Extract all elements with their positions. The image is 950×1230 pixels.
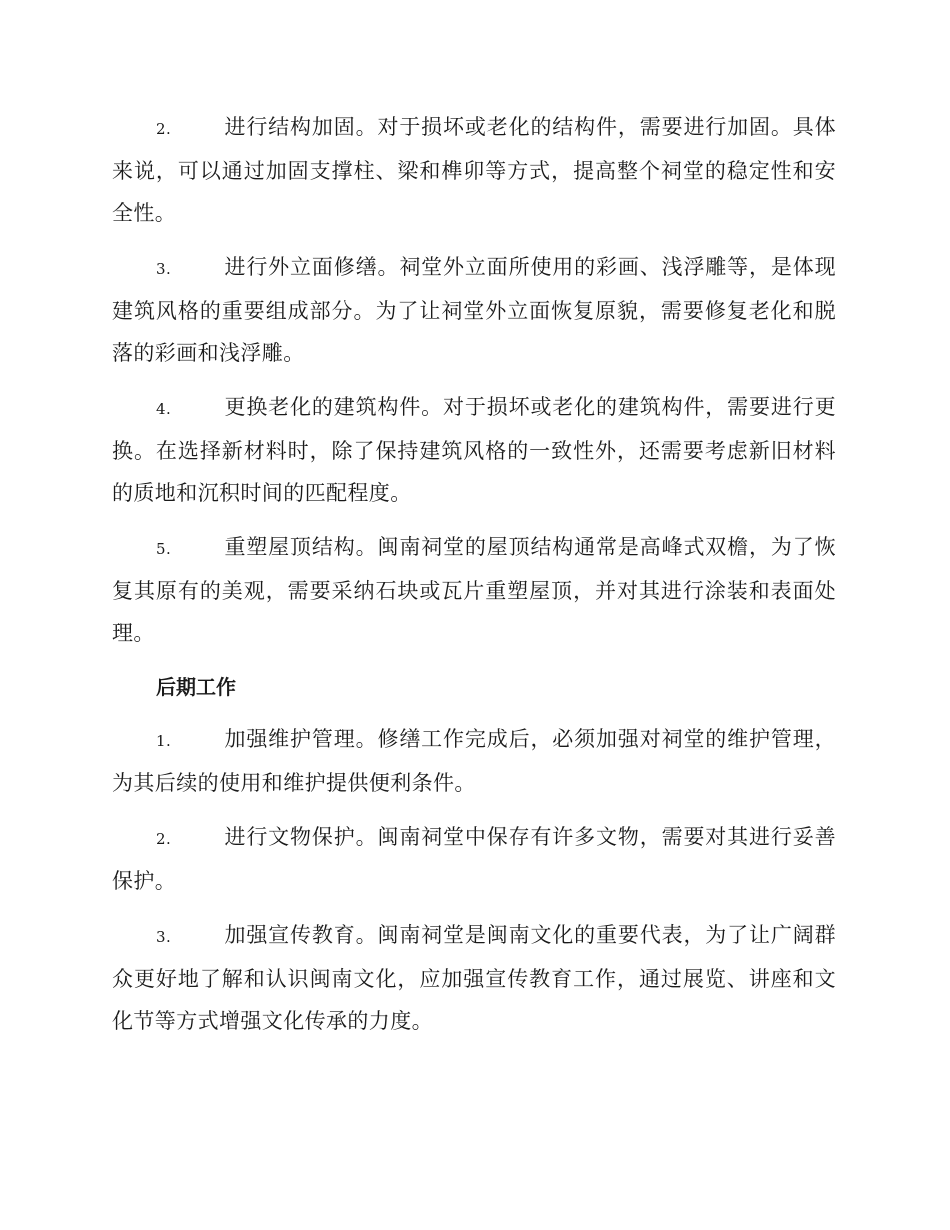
list-number: 2. xyxy=(156,120,172,138)
list-item-text: 更换老化的建筑构件。对于损坏或老化的建筑构件，需要进行更换。在选择新材料时，除了保持建筑风格的一致性外，还需要考虑新旧材料的质地和沉积时间的匹配程度。 xyxy=(112,395,836,505)
list-number: 4. xyxy=(156,400,172,418)
list-item-text: 重塑屋顶结构。闽南祠堂的屋顶结构通常是高峰式双檐，为了恢复其原有的美观，需要采纳石块或瓦片重塑屋顶，并对其进行涂装和表面处理。 xyxy=(112,535,836,645)
list-item-text: 进行外立面修缮。祠堂外立面所使用的彩画、浅浮雕等，是体现建筑风格的重要组成部分。为了让祠堂外立面恢复原貌，需要修复老化和脱落的彩画和浅浮雕。 xyxy=(112,255,836,365)
list-item-maintenance-management xyxy=(112,718,836,804)
list-item-relic-protection xyxy=(112,816,836,902)
list-number: 3. xyxy=(156,928,172,946)
document-body xyxy=(112,106,836,1054)
list-item-structural-reinforcement xyxy=(112,106,836,234)
list-item-text: 加强宣传教育。闽南祠堂是闽南文化的重要代表，为了让广阔群众更好地了解和认识闽南文化，应加强宣传教育工作，通过展览、讲座和文化节等方式增强文化传承的力度。 xyxy=(112,923,836,1033)
section-heading: 后期工作 xyxy=(156,675,236,699)
list-item-publicity-education xyxy=(112,914,836,1042)
list-number: 5. xyxy=(156,540,172,558)
list-item-text: 进行结构加固。对于损坏或老化的结构件，需要进行加固。具体来说，可以通过加固支撑柱、梁和榫卯等方式，提高整个祠堂的稳定性和安全性。 xyxy=(112,115,836,225)
list-number: 1. xyxy=(156,732,172,750)
list-item-roof-reshaping xyxy=(112,526,836,654)
list-item-facade-repair xyxy=(112,246,836,374)
list-item-replace-components xyxy=(112,386,836,514)
list-number: 3. xyxy=(156,260,172,278)
list-item-text: 加强维护管理。修缮工作完成后，必须加强对祠堂的维护管理，为其后续的使用和维护提供便利条件。 xyxy=(112,727,836,795)
list-item-text: 进行文物保护。闽南祠堂中保存有许多文物，需要对其进行妥善保护。 xyxy=(112,825,836,893)
list-number: 2. xyxy=(156,830,172,848)
